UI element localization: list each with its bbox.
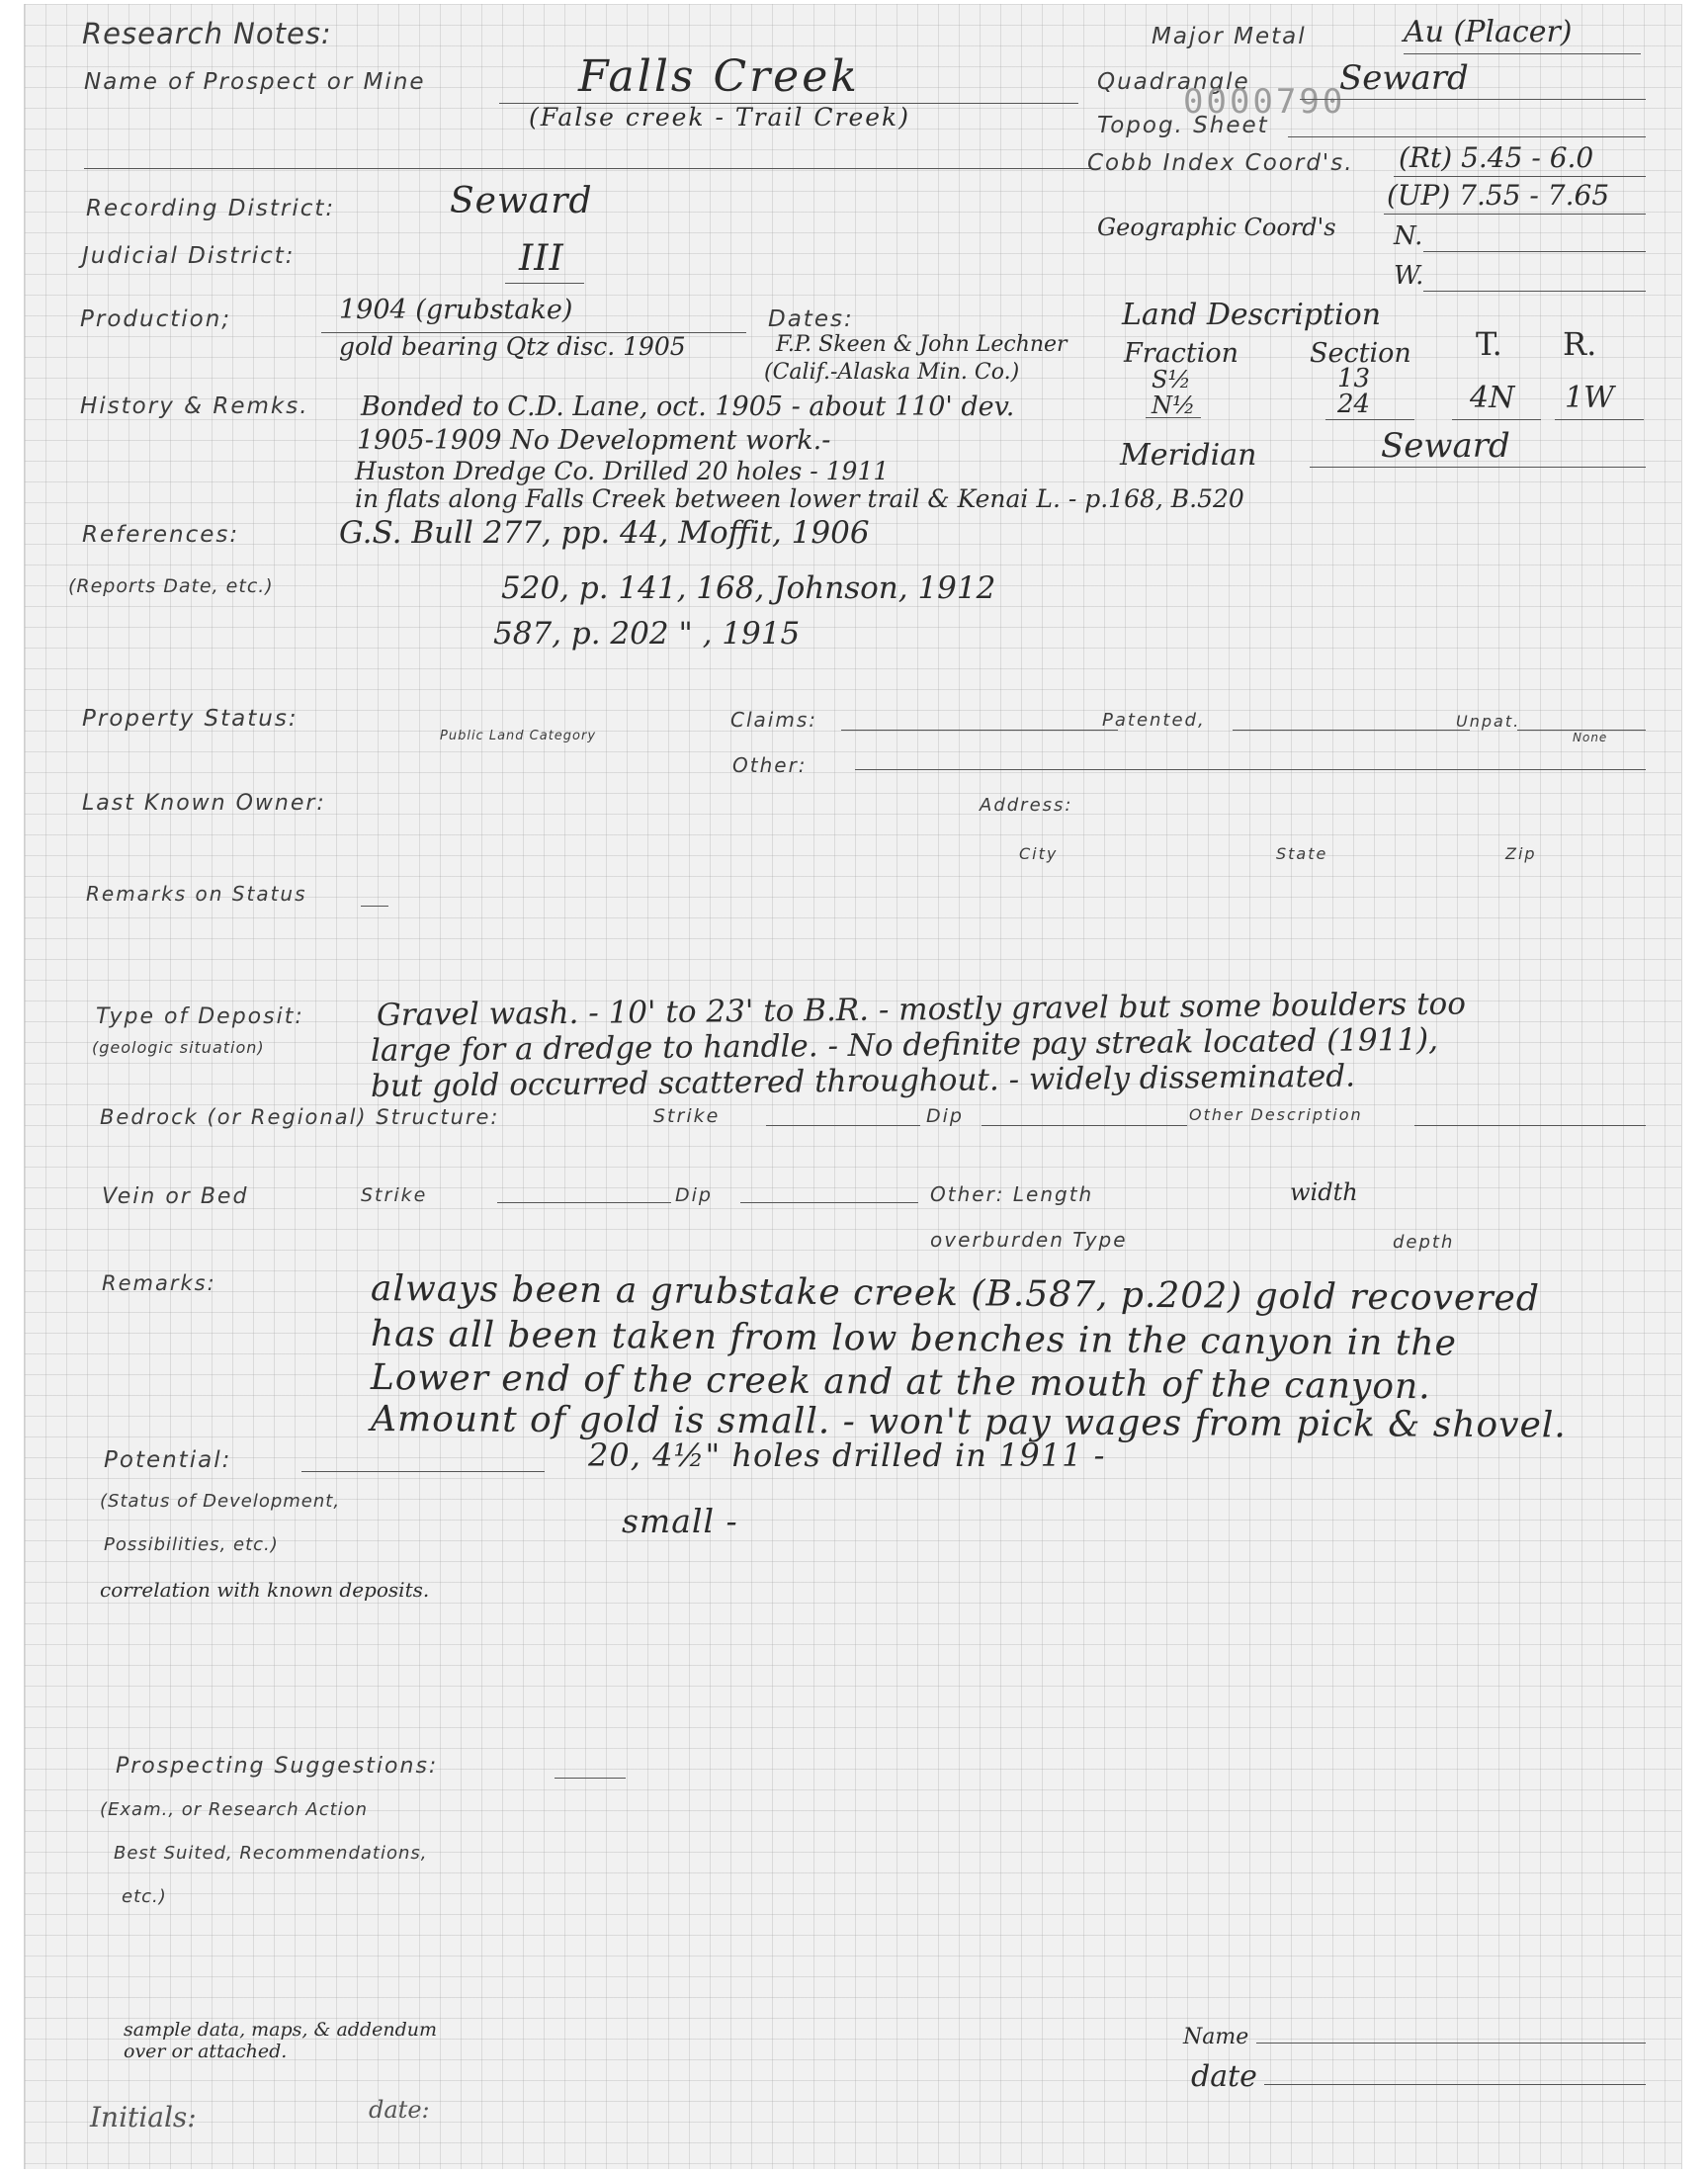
township-value: 4N — [1470, 381, 1515, 415]
vein-width-label: width — [1290, 1178, 1358, 1206]
prospect-name: Falls Creek — [578, 51, 860, 102]
potential-sublabel-3: correlation with known deposits. — [100, 1578, 430, 1602]
references-label: References: — [82, 522, 240, 548]
name-label: Name — [1183, 2025, 1249, 2049]
vein-other-length-label: Other: Length — [930, 1182, 1094, 1206]
history-line-3: Huston Dredge Co. Drilled 20 holes - 1911 — [355, 457, 890, 485]
history-line-2: 1905-1909 No Development work.- — [357, 425, 831, 456]
judicial-line — [505, 283, 584, 284]
production-value: 1904 (grubstake) — [339, 295, 573, 325]
geo-w-line — [1423, 291, 1646, 292]
history-line-4: in flats along Falls Creek between lower trail & Kenai L. - p.168, B.520 — [355, 484, 1244, 513]
patented-line — [1233, 730, 1470, 731]
potential-value: small - — [622, 1502, 738, 1540]
public-land-category-label: Public Land Category — [440, 729, 597, 743]
quadrangle-label: Quadrangle — [1097, 69, 1250, 95]
reference-line-3: 587, p. 202 " , 1915 — [493, 616, 801, 652]
depth-label: depth — [1393, 1232, 1455, 1253]
fraction-label: Fraction — [1124, 338, 1238, 369]
section-2: 24 — [1337, 390, 1371, 419]
remarks-label: Remarks: — [102, 1271, 216, 1295]
name-line — [1256, 2043, 1646, 2044]
bedrock-structure-label: Bedrock (or Regional) Structure: — [100, 1105, 500, 1129]
dates-label: Dates: — [768, 306, 854, 332]
type-of-deposit-label: Type of Deposit: — [96, 1004, 304, 1029]
remarks-line-5: 20, 4½" holes drilled in 1911 - — [588, 1436, 1106, 1474]
topog-sheet-label: Topog. Sheet — [1097, 113, 1269, 138]
other-description-line — [1414, 1125, 1646, 1126]
city-label: City — [1019, 844, 1059, 863]
references-sublabel: (Reports Date, etc.) — [68, 575, 274, 597]
vein-dip-line — [740, 1202, 918, 1203]
township-line — [1452, 419, 1541, 420]
section-label: Section — [1310, 338, 1411, 369]
vein-strike-line — [497, 1202, 671, 1203]
recording-district-label: Recording District: — [86, 196, 336, 221]
last-known-owner-label: Last Known Owner: — [82, 791, 326, 816]
production-line-2: gold bearing Qtz disc. 1905 — [339, 332, 686, 361]
remarks-line-2: has all been taken from low benches in the canyon in the — [370, 1314, 1458, 1364]
initials-date-label: date: — [369, 2096, 430, 2124]
quadrangle-value: Seward — [1339, 58, 1469, 98]
recording-district-value: Seward — [450, 181, 593, 221]
geo-w-label: W. — [1394, 261, 1424, 291]
geo-n-label: N. — [1394, 221, 1423, 251]
geo-n-line — [1423, 251, 1646, 252]
state-label: State — [1276, 844, 1328, 863]
history-label: History & Remks. — [80, 393, 309, 419]
major-metal-value: Au (Placer) — [1404, 15, 1573, 49]
meridian-value: Seward — [1381, 426, 1510, 466]
zip-label: Zip — [1505, 844, 1537, 863]
section-1: 13 — [1337, 364, 1371, 393]
topog-sheet-line — [1288, 136, 1646, 137]
remarks-on-status-line — [361, 906, 388, 907]
date-line — [1264, 2084, 1646, 2085]
fraction-line — [1146, 417, 1201, 418]
deposit-line-2: large for a dredge to handle. - No definite pay streak located (1911), — [370, 1021, 1439, 1069]
meridian-line — [1310, 467, 1646, 468]
prospect-name-line — [499, 103, 1078, 104]
deposit-line-1: Gravel wash. - 10' to 23' to B.R. - mostly gravel but some boulders too — [376, 986, 1467, 1033]
date-label: date — [1191, 2059, 1257, 2094]
vein-or-bed-label: Vein or Bed — [102, 1184, 249, 1209]
form-sheet — [24, 4, 1682, 2169]
prospect-label: Name of Prospect or Mine — [84, 69, 426, 95]
remarks-line-4: Amount of gold is small. - won't pay wages from pick & shovel. — [370, 1399, 1567, 1446]
geographic-coords-label: Geographic Coord's — [1097, 214, 1336, 241]
prospect-alt-names: (False creek - Trail Creek) — [529, 103, 910, 131]
fraction-2: N½ — [1152, 392, 1196, 419]
bedrock-dip-label: Dip — [926, 1105, 964, 1127]
type-of-deposit-sublabel: (geologic situation) — [92, 1038, 265, 1057]
research-notes-label: Research Notes: — [82, 17, 332, 50]
cobb-rt-line — [1394, 176, 1646, 177]
bedrock-dip-line — [982, 1125, 1187, 1126]
claims-line — [841, 730, 1118, 731]
property-status-label: Property Status: — [82, 706, 299, 732]
initials-label: Initials: — [90, 2101, 197, 2133]
potential-sublabel-2: Possibilities, etc.) — [104, 1534, 279, 1555]
unpatented-value: None — [1573, 731, 1608, 744]
other-description-label: Other Description — [1189, 1105, 1363, 1124]
major-metal-label: Major Metal — [1152, 24, 1307, 49]
bedrock-strike-label: Strike — [653, 1105, 721, 1127]
fraction-1: S½ — [1152, 366, 1191, 393]
document-stamp-number: 0000790 — [1183, 82, 1346, 122]
history-line-1: Bonded to C.D. Lane, oct. 1905 - about 110' dev. — [361, 392, 1015, 422]
section-line — [1325, 419, 1414, 420]
prospecting-line — [555, 1778, 626, 1779]
prospecting-sublabel-3: etc.) — [122, 1886, 167, 1907]
cobb-index-label: Cobb Index Coord's. — [1087, 150, 1354, 176]
other-line — [855, 769, 1646, 770]
prospecting-sublabel-1: (Exam., or Research Action — [100, 1799, 369, 1820]
range-value: 1W — [1565, 381, 1614, 415]
cobb-rt-value: (Rt) 5.45 - 6.0 — [1399, 141, 1594, 174]
prospecting-suggestions-label: Prospecting Suggestions: — [116, 1754, 439, 1779]
potential-sublabel-1: (Status of Development, — [100, 1491, 341, 1512]
prospect-blank-line — [84, 168, 1092, 169]
sample-data-note-2: over or attached. — [124, 2041, 288, 2062]
potential-label: Potential: — [104, 1447, 232, 1473]
patented-label: Patented, — [1102, 710, 1206, 731]
claims-label: Claims: — [730, 708, 817, 732]
range-label: R. — [1563, 325, 1597, 363]
overburden-type-label: overburden Type — [930, 1228, 1128, 1252]
address-label: Address: — [980, 795, 1073, 816]
reference-line-2: 520, p. 141, 168, Johnson, 1912 — [501, 570, 996, 606]
major-metal-line — [1404, 53, 1641, 54]
cobb-up-line — [1384, 214, 1646, 215]
meridian-label: Meridian — [1120, 438, 1257, 473]
judicial-district-value: III — [519, 238, 564, 279]
judicial-district-label: Judicial District: — [82, 243, 296, 269]
deposit-line-3: but gold occurred scattered throughout. - widely disseminated. — [370, 1058, 1356, 1104]
reference-line-1: G.S. Bull 277, pp. 44, Moffit, 1906 — [339, 515, 870, 551]
other-label: Other: — [732, 753, 808, 777]
potential-line — [301, 1471, 545, 1472]
remarks-line-3: Lower end of the creek and at the mouth of the canyon. — [370, 1357, 1431, 1408]
vein-dip-label: Dip — [675, 1184, 713, 1206]
land-description-title: Land Description — [1122, 298, 1382, 332]
production-label: Production; — [80, 306, 232, 332]
quadrangle-line — [1300, 99, 1646, 100]
bedrock-strike-line — [766, 1125, 920, 1126]
sample-data-note-1: sample data, maps, & addendum — [124, 2019, 437, 2041]
dates-value-2: (Calif.-Alaska Min. Co.) — [764, 360, 1020, 385]
vein-strike-label: Strike — [361, 1184, 428, 1206]
remarks-on-status-label: Remarks on Status — [86, 882, 307, 906]
remarks-line-1: always been a grubstake creek (B.587, p.202) gold recovered — [370, 1268, 1541, 1320]
cobb-up-value: (UP) 7.55 - 7.65 — [1387, 179, 1610, 212]
prospecting-sublabel-2: Best Suited, Recommendations, — [114, 1843, 428, 1864]
dates-value: F.P. Skeen & John Lechner — [776, 332, 1068, 357]
unpatented-label: Unpat. — [1456, 712, 1521, 731]
township-label: T. — [1476, 325, 1502, 363]
range-line — [1555, 419, 1644, 420]
